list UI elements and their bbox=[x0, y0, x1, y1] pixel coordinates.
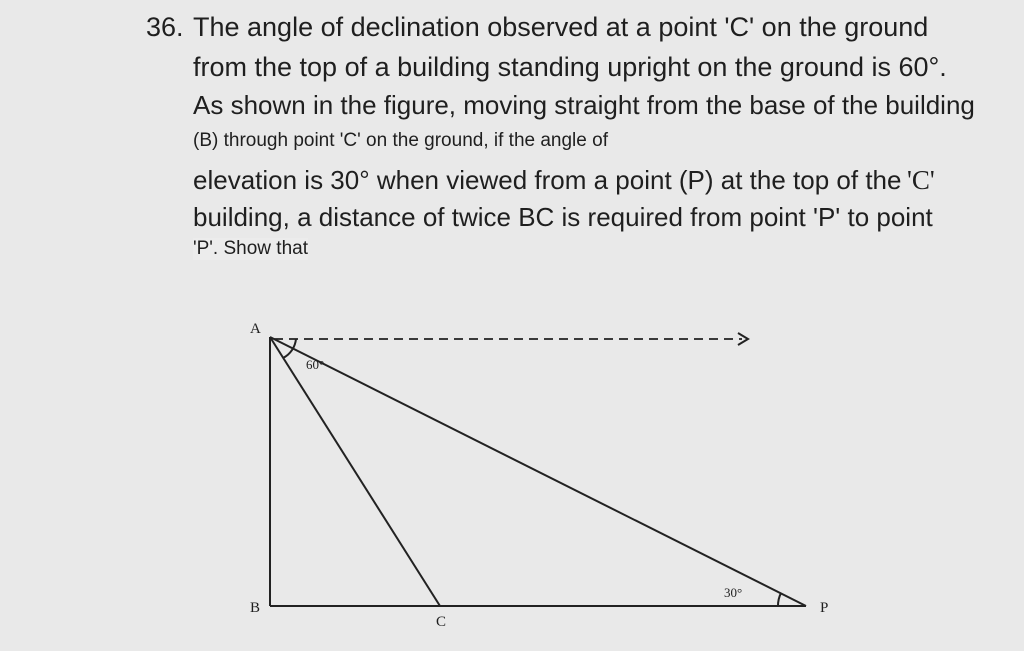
label-a: A bbox=[250, 321, 261, 337]
angle-arc-a bbox=[283, 339, 296, 358]
angle-label-p: 30° bbox=[724, 585, 743, 600]
sight-line-ap bbox=[270, 337, 806, 606]
question-side-note: 'C' bbox=[907, 165, 935, 195]
question-line-1: The angle of declination observed at a point 'C' on the ground bbox=[193, 12, 929, 42]
sight-line-ac bbox=[270, 337, 440, 606]
question-line-3: As shown in the figure, moving straight from the base of the building bbox=[193, 90, 975, 120]
angle-arc-p bbox=[778, 593, 781, 606]
question-line-5: elevation is 30° when viewed from a point (P) at the top of the bbox=[193, 165, 902, 195]
question-number: 36. bbox=[146, 12, 184, 42]
question-line-7: 'P'. Show that bbox=[193, 238, 308, 259]
label-b: B bbox=[250, 600, 261, 616]
question-line-2: from the top of a building standing upright on the ground is 60°. bbox=[193, 52, 947, 82]
question-line-6: building, a distance of twice BC is required from point 'P' to point bbox=[193, 202, 933, 232]
question-line-4: (B) through point 'C' on the ground, if the angle of bbox=[193, 130, 608, 151]
label-c: C bbox=[436, 614, 447, 630]
angle-label-a: 60° bbox=[306, 357, 325, 372]
label-p: P bbox=[820, 600, 829, 616]
